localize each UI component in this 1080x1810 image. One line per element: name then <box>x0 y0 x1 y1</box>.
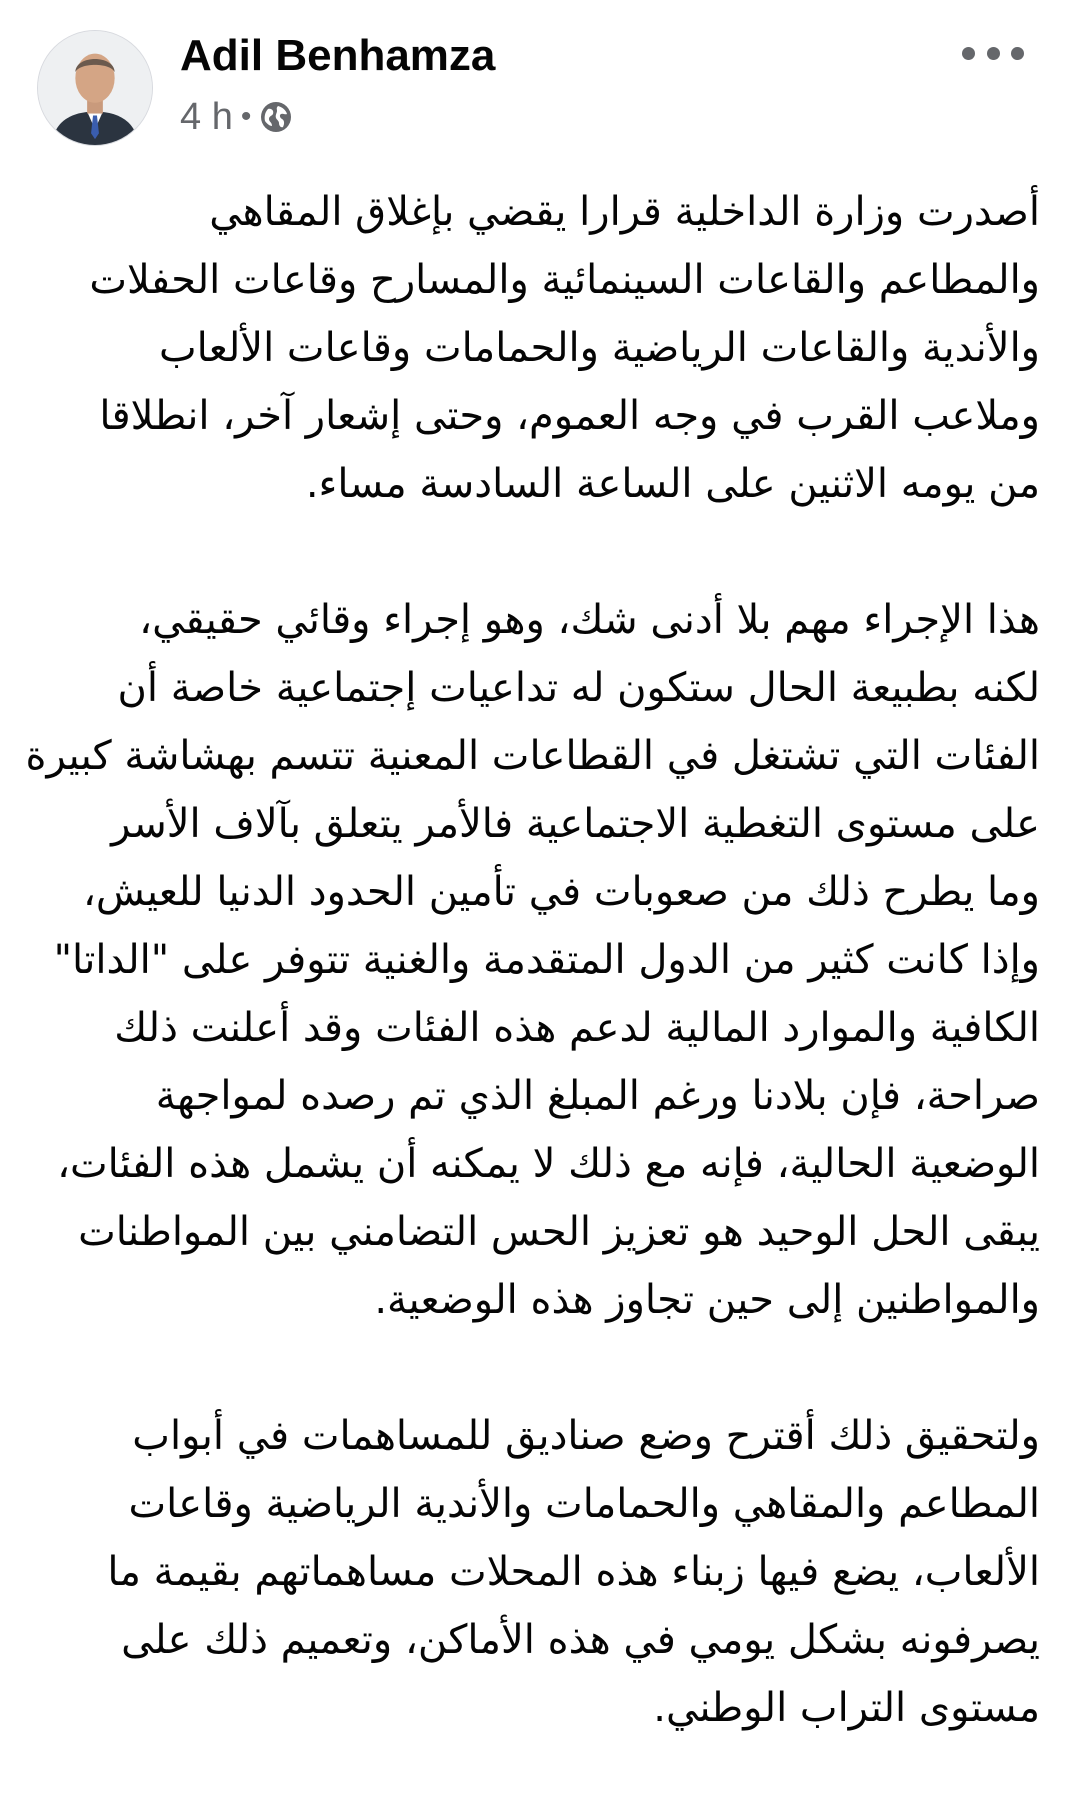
text-line: صراحة، فإن بلادنا ورغم المبلغ الذي تم رصده لمواجهة <box>155 1073 1040 1119</box>
text-line: على مستوى التغطية الاجتماعية فالأمر يتعلق بآلاف الأسر <box>111 801 1040 847</box>
text-line: الوضعية الحالية، فإنه مع ذلك لا يمكنه أن يشمل هذه الفئات، <box>57 1141 1040 1187</box>
text-line: أصدرت وزارة الداخلية قرارا يقضي بإغلاق المقاهي <box>209 189 1040 235</box>
post-paragraph <box>40 1402 1040 1810</box>
post-meta <box>180 95 293 139</box>
text-line: من يومه الاثنين على الساعة السادسة مساء. <box>305 461 1040 507</box>
avatar-image <box>38 31 152 145</box>
more-dot <box>987 47 1000 60</box>
post-text <box>25 178 1040 1810</box>
text-line: وما يطرح ذلك من صعوبات في تأمين الحدود الدنيا للعيش، <box>82 869 1040 915</box>
text-line: وملاعب القرب في وجه العموم، وحتى إشعار آخر، انطلاقا <box>99 393 1040 439</box>
text-line: ولتحقيق ذلك أقترح وضع صناديق للمساهمات في أبواب <box>132 1413 1040 1459</box>
post-header <box>0 0 1080 170</box>
text-line: والأندية والقاعات الرياضية والحمامات وقاعات الألعاب <box>158 325 1040 371</box>
more-dot <box>1011 47 1024 60</box>
paragraph-gap <box>40 1334 1040 1402</box>
text-line: يصرفونه بشكل يومي في هذه الأماكن، وتعميم ذلك على <box>121 1617 1040 1663</box>
globe-icon[interactable] <box>259 100 293 134</box>
meta-separator: • <box>240 100 252 133</box>
author-name[interactable]: Adil Benhamza <box>180 31 496 80</box>
text-line: يبقى الحل الوحيد هو تعزيز الحس التضامني بين المواطنات <box>78 1209 1040 1255</box>
text-line: والمطاعم والقاعات السينمائية والمسارح وقاعات الحفلات <box>89 257 1040 303</box>
text-line: الكافية والموارد المالية لدعم هذه الفئات وقد أعلنت ذلك <box>114 1005 1040 1051</box>
more-dot <box>962 47 975 60</box>
paragraph-gap <box>40 518 1040 586</box>
text-line: وإذا كانت كثير من الدول المتقدمة والغنية تتوفر على "الداتا" <box>53 937 1040 983</box>
text-line: لكنه بطبيعة الحال ستكون له تداعيات إجتماعية خاصة أن <box>117 665 1040 711</box>
text-line: الألعاب، يضع فيها زبناء هذه المحلات مساهماتهم بقيمة ما <box>107 1549 1040 1595</box>
text-line: والمواطنين إلى حين تجاوز هذه الوضعية. <box>374 1277 1040 1323</box>
text-line: الفئات التي تشتغل في القطاعات المعنية تتسم بهشاشة كبيرة <box>25 733 1040 779</box>
avatar[interactable] <box>37 30 153 146</box>
post-paragraph <box>25 586 1040 1334</box>
text-line: مستوى التراب الوطني. <box>653 1685 1040 1731</box>
post-timestamp[interactable]: 4 h <box>180 95 233 138</box>
post-paragraph <box>40 178 1040 518</box>
text-line: هذا الإجراء مهم بلا أدنى شك، وهو إجراء وقائي حقيقي، <box>139 597 1040 643</box>
more-options-icon[interactable] <box>962 38 1024 68</box>
text-line: المطاعم والمقاهي والحمامات والأندية الرياضية وقاعات <box>128 1481 1040 1527</box>
